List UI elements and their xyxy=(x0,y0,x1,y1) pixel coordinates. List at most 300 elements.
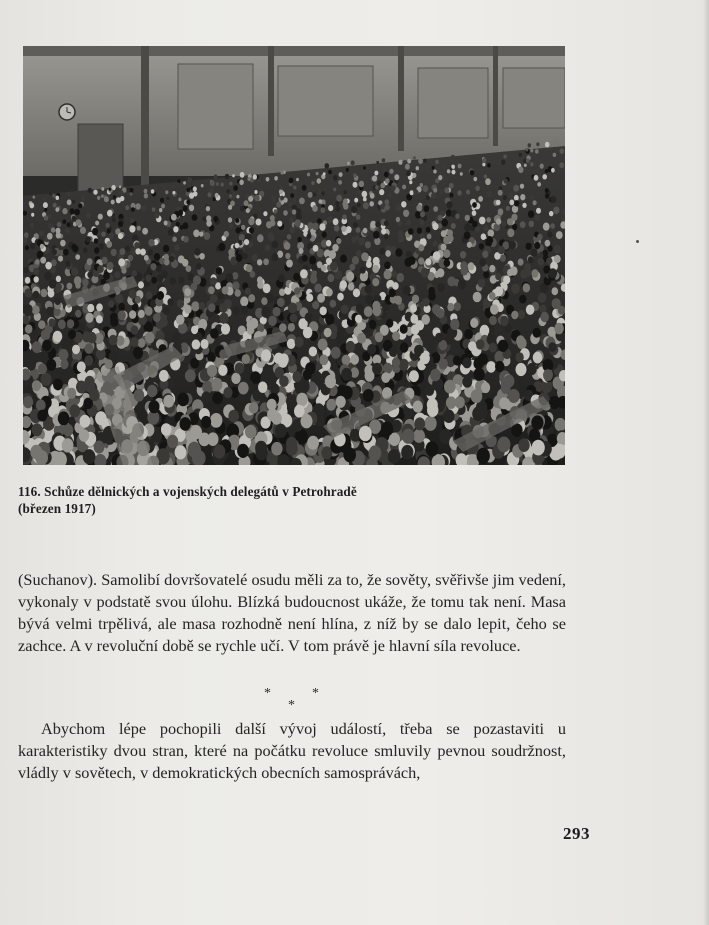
crowd-figure xyxy=(208,286,215,294)
crowd-figure xyxy=(460,261,467,270)
crowd-figure xyxy=(357,203,361,207)
crowd-figure xyxy=(60,240,66,247)
crowd-figure xyxy=(266,177,270,182)
crowd-figure xyxy=(416,166,419,170)
crowd-figure xyxy=(437,268,445,277)
crowd-figure xyxy=(498,208,504,215)
crowd-figure xyxy=(25,277,31,284)
crowd-figure xyxy=(481,382,490,393)
crowd-figure xyxy=(424,205,430,212)
crowd-figure xyxy=(435,160,439,164)
crowd-figure xyxy=(287,339,296,349)
crowd-figure xyxy=(356,214,361,220)
crowd-figure xyxy=(233,185,238,191)
crowd-figure xyxy=(327,216,333,223)
crowd-figure xyxy=(495,286,503,296)
crowd-figure xyxy=(138,338,146,347)
crowd-figure xyxy=(131,325,139,334)
crowd-figure xyxy=(464,232,471,240)
crowd-figure xyxy=(218,365,227,376)
crowd-figure xyxy=(508,193,513,199)
crowd-figure xyxy=(447,169,451,173)
crowd-figure xyxy=(198,319,207,330)
crowd-figure xyxy=(228,248,235,256)
crowd-figure xyxy=(190,425,202,439)
crowd-figure xyxy=(85,236,91,243)
crowd-figure xyxy=(342,214,346,219)
crowd-figure xyxy=(56,196,60,200)
crowd-figure xyxy=(369,445,382,460)
crowd-figure xyxy=(365,295,373,305)
crowd-figure xyxy=(97,265,104,273)
crowd-figure xyxy=(333,188,336,192)
crowd-figure xyxy=(39,231,44,237)
crowd-figure xyxy=(473,292,482,303)
crowd-figure xyxy=(228,410,239,423)
crowd-figure xyxy=(275,424,287,438)
crowd-figure xyxy=(338,180,342,185)
crowd-figure xyxy=(534,242,540,249)
crowd-figure xyxy=(451,165,455,169)
crowd-figure xyxy=(87,304,94,312)
crowd-figure xyxy=(213,216,218,222)
crowd-figure xyxy=(67,192,70,196)
crowd-figure xyxy=(235,218,239,223)
crowd-figure xyxy=(458,280,466,290)
crowd-figure xyxy=(472,210,477,216)
crowd-figure xyxy=(309,347,317,357)
crowd-figure xyxy=(187,177,192,182)
crowd-figure xyxy=(418,244,424,251)
crowd-figure xyxy=(420,352,430,364)
crowd-figure xyxy=(271,442,282,456)
crowd-figure xyxy=(24,288,32,297)
crowd-figure xyxy=(354,198,358,203)
crowd-figure xyxy=(200,339,208,349)
crowd-figure xyxy=(392,331,400,341)
crowd-figure xyxy=(317,293,325,302)
crowd-figure xyxy=(418,257,424,264)
crowd-figure xyxy=(346,272,354,282)
crowd-figure xyxy=(52,194,55,198)
crowd-figure xyxy=(81,196,85,201)
crowd-figure xyxy=(364,306,373,317)
crowd-figure xyxy=(210,188,215,194)
crowd-figure xyxy=(108,300,114,308)
crowd-figure xyxy=(177,179,180,183)
crowd-figure xyxy=(391,185,396,191)
crowd-figure xyxy=(189,205,194,212)
crowd-figure xyxy=(444,380,456,394)
crowd-figure xyxy=(70,208,75,214)
crowd-figure xyxy=(36,399,46,411)
crowd-figure xyxy=(72,244,77,250)
crowd-figure xyxy=(433,170,436,174)
crowd-figure xyxy=(318,339,328,351)
crowd-figure xyxy=(515,352,523,362)
crowd-figure xyxy=(409,180,412,184)
crowd-figure xyxy=(501,160,505,165)
crowd-figure xyxy=(201,416,211,428)
crowd-figure xyxy=(446,201,452,208)
crowd-figure xyxy=(454,302,461,311)
crowd-figure xyxy=(74,276,82,285)
crowd-figure xyxy=(409,370,419,382)
crowd-figure xyxy=(402,185,406,190)
crowd-figure xyxy=(438,283,445,292)
crowd-figure xyxy=(511,311,518,320)
crowd-figure xyxy=(551,168,555,173)
crowd-figure xyxy=(547,232,552,238)
crowd-figure xyxy=(52,249,57,255)
crowd-figure xyxy=(32,305,40,315)
crowd-figure xyxy=(95,221,99,226)
crowd-figure xyxy=(312,205,318,212)
crowd-figure xyxy=(49,192,52,195)
crowd-figure xyxy=(559,162,564,168)
crowd-figure xyxy=(325,375,336,388)
crowd-figure xyxy=(25,245,29,250)
crowd-figure xyxy=(507,229,514,238)
crowd-figure xyxy=(127,188,130,192)
crowd-figure xyxy=(309,256,316,265)
crowd-figure xyxy=(53,331,63,342)
crowd-figure xyxy=(410,314,418,323)
crowd-figure xyxy=(516,363,527,376)
crowd-figure xyxy=(426,195,430,200)
crowd-figure xyxy=(159,258,164,265)
crowd-figure xyxy=(545,188,549,193)
crowd-figure xyxy=(118,221,123,227)
crowd-figure xyxy=(397,273,405,282)
crowd-figure xyxy=(537,258,544,266)
crowd-figure xyxy=(48,214,52,219)
crowd-figure xyxy=(98,214,103,220)
crowd-figure xyxy=(351,236,356,242)
crowd-figure xyxy=(380,248,386,255)
crowd-figure xyxy=(479,259,486,267)
crowd-figure xyxy=(444,187,449,193)
crowd-figure xyxy=(184,305,191,314)
crowd-figure xyxy=(97,196,100,200)
crowd-figure xyxy=(216,182,219,186)
crowd-figure xyxy=(320,307,327,316)
crowd-figure xyxy=(199,232,203,237)
crowd-figure xyxy=(302,255,308,262)
crowd-figure xyxy=(380,183,385,189)
crowd-figure xyxy=(192,214,198,221)
crowd-figure xyxy=(401,201,406,207)
crowd-figure xyxy=(326,399,336,411)
crowd-figure xyxy=(349,264,355,271)
crowd-figure xyxy=(94,441,105,454)
crowd-figure xyxy=(75,310,82,318)
crowd-figure xyxy=(275,367,284,378)
crowd-figure xyxy=(252,254,258,261)
crowd-figure xyxy=(392,357,400,367)
crowd-figure xyxy=(470,318,478,328)
crowd-figure xyxy=(476,339,485,349)
crowd-figure xyxy=(113,195,116,199)
crowd-figure xyxy=(480,325,490,336)
crowd-figure xyxy=(249,318,258,329)
crowd-figure xyxy=(68,330,76,340)
crowd-figure xyxy=(210,294,218,303)
crowd-figure xyxy=(171,214,177,221)
crowd-figure xyxy=(169,256,174,262)
crowd-figure xyxy=(427,234,432,240)
crowd-figure xyxy=(486,361,496,373)
crowd-figure xyxy=(358,237,365,245)
crowd-figure xyxy=(280,170,284,174)
crowd-figure xyxy=(524,268,531,277)
crowd-figure xyxy=(384,234,389,240)
crowd-figure xyxy=(196,263,201,269)
crowd-figure xyxy=(166,197,169,201)
crowd-figure xyxy=(276,202,281,208)
crowd-figure xyxy=(531,415,543,430)
hall-cornice xyxy=(23,46,565,56)
crowd-figure xyxy=(372,301,380,311)
crowd-figure xyxy=(336,195,342,202)
crowd-figure xyxy=(63,249,69,256)
crowd-figure xyxy=(552,142,555,145)
crowd-figure xyxy=(170,277,176,285)
crowd-figure xyxy=(176,222,180,227)
crowd-figure xyxy=(519,295,526,304)
crowd-figure xyxy=(535,149,539,153)
crowd-figure xyxy=(362,191,368,198)
crowd-figure xyxy=(543,250,548,257)
crowd-figure xyxy=(381,422,393,437)
crowd-figure xyxy=(545,193,550,198)
crowd-figure xyxy=(191,301,199,311)
crowd-figure xyxy=(34,276,39,282)
crowd-figure xyxy=(380,204,385,210)
crowd-figure xyxy=(288,203,292,207)
crowd-figure xyxy=(222,286,229,294)
crowd-figure xyxy=(51,266,57,273)
crowd-figure xyxy=(210,413,222,428)
crowd-figure xyxy=(218,243,225,251)
crowd-figure xyxy=(465,215,470,221)
crowd-figure xyxy=(242,354,250,364)
crowd-figure xyxy=(111,200,115,205)
crowd-figure xyxy=(241,225,245,230)
crowd-figure xyxy=(519,153,522,157)
crowd-figure xyxy=(403,285,411,295)
crowd-figure xyxy=(373,231,380,239)
crowd-figure xyxy=(249,227,254,233)
crowd-figure xyxy=(178,210,183,216)
crowd-figure xyxy=(317,218,322,223)
crowd-figure xyxy=(384,220,389,226)
crowd-figure xyxy=(257,281,263,289)
crowd-figure xyxy=(420,211,425,217)
crowd-figure xyxy=(442,164,446,169)
crowd-figure xyxy=(532,269,539,278)
crowd-figure xyxy=(221,323,230,334)
crowd-figure xyxy=(526,148,529,151)
crowd-figure xyxy=(479,243,484,249)
crowd-figure xyxy=(353,173,356,177)
crowd-figure xyxy=(321,191,324,195)
crowd-figure xyxy=(421,314,430,324)
crowd-figure xyxy=(405,164,410,170)
crowd-figure xyxy=(472,202,477,208)
crowd-figure xyxy=(285,253,290,259)
crowd-figure xyxy=(232,192,237,198)
crowd-figure xyxy=(67,223,71,227)
crowd-figure xyxy=(49,279,57,288)
crowd-figure xyxy=(336,335,344,345)
crowd-figure xyxy=(265,244,270,251)
crowd-figure xyxy=(216,267,222,275)
crowd-figure xyxy=(56,228,61,234)
crowd-figure xyxy=(228,205,232,210)
crowd-figure xyxy=(99,243,104,250)
crowd-figure xyxy=(457,190,461,195)
crowd-figure xyxy=(529,221,535,228)
crowd-figure xyxy=(428,287,435,295)
crowd-figure xyxy=(24,307,32,316)
crowd-figure xyxy=(48,318,55,327)
crowd-figure xyxy=(62,208,67,214)
crowd-figure xyxy=(25,324,33,333)
crowd-figure xyxy=(453,356,461,366)
crowd-figure xyxy=(206,215,211,221)
crowd-figure xyxy=(71,267,78,276)
crowd-figure xyxy=(353,182,358,188)
crowd-figure xyxy=(351,160,355,165)
crowd-figure xyxy=(403,210,409,217)
crowd-figure xyxy=(311,181,314,185)
crowd-figure xyxy=(157,291,165,300)
crowd-figure xyxy=(439,190,443,195)
crowd-figure xyxy=(423,185,429,192)
crowd-figure xyxy=(235,289,241,297)
crowd-figure xyxy=(261,307,270,318)
crowd-figure xyxy=(369,320,377,329)
crowd-figure xyxy=(40,244,44,249)
crowd-figure xyxy=(322,232,327,238)
crowd-figure xyxy=(118,310,126,320)
crowd-figure xyxy=(340,280,347,289)
crowd-figure xyxy=(180,417,191,431)
crowd-figure xyxy=(462,376,472,388)
crowd-figure xyxy=(468,341,476,351)
crowd-figure xyxy=(263,284,271,294)
crowd-figure xyxy=(161,204,165,209)
crowd-figure xyxy=(135,248,140,254)
crowd-figure xyxy=(240,296,248,306)
crowd-figure xyxy=(226,189,230,193)
crowd-figure xyxy=(404,258,412,267)
crowd-figure xyxy=(129,289,137,298)
crowd-figure xyxy=(104,196,109,202)
crowd-figure xyxy=(146,291,153,299)
crowd-figure xyxy=(67,199,72,205)
crowd-figure xyxy=(144,189,148,194)
crowd-figure xyxy=(396,204,402,211)
crowd-figure xyxy=(244,200,249,206)
crowd-figure xyxy=(284,242,291,250)
crowd-figure xyxy=(129,310,136,319)
crowd-figure xyxy=(279,289,285,296)
crowd-figure xyxy=(23,396,33,408)
crowd-figure xyxy=(543,223,550,231)
crowd-figure xyxy=(443,236,450,245)
crowd-figure xyxy=(46,307,54,316)
crowd-figure xyxy=(478,196,483,202)
crowd-figure xyxy=(114,271,120,278)
crowd-figure xyxy=(248,196,253,202)
crowd-figure xyxy=(500,254,506,261)
crowd-figure xyxy=(133,347,143,359)
crowd-figure xyxy=(418,158,423,164)
crowd-figure xyxy=(192,339,201,349)
crowd-figure xyxy=(177,393,189,407)
crowd-figure xyxy=(221,183,224,187)
crowd-figure xyxy=(384,199,389,205)
crowd-figure xyxy=(88,188,93,193)
crowd-figure xyxy=(478,353,488,365)
crowd-figure xyxy=(208,303,215,312)
crowd-figure xyxy=(442,219,448,227)
crowd-figure xyxy=(38,364,47,375)
crowd-figure xyxy=(346,168,349,172)
crowd-figure xyxy=(545,142,550,148)
crowd-figure xyxy=(321,265,327,272)
print-speck xyxy=(636,240,639,243)
crowd-figure xyxy=(27,359,36,370)
crowd-figure xyxy=(432,166,435,170)
crowd-figure xyxy=(188,442,201,458)
crowd-figure xyxy=(29,203,34,209)
crowd-figure xyxy=(40,257,46,264)
crowd-figure xyxy=(391,270,397,277)
crowd-figure xyxy=(76,219,82,226)
crowd-figure xyxy=(489,265,495,272)
crowd-figure xyxy=(248,294,255,302)
crowd-figure xyxy=(299,198,305,205)
crowd-figure xyxy=(425,384,435,396)
crowd-figure xyxy=(474,177,478,181)
crowd-figure xyxy=(533,352,543,364)
crowd-figure xyxy=(172,237,177,242)
crowd-figure xyxy=(549,268,557,278)
crowd-figure xyxy=(316,172,319,176)
crowd-figure xyxy=(537,182,541,187)
crowd-figure xyxy=(246,264,253,272)
crowd-figure xyxy=(103,272,110,280)
crowd-figure xyxy=(62,438,74,452)
crowd-figure xyxy=(536,142,539,146)
crowd-figure xyxy=(215,193,219,198)
crowd-figure xyxy=(141,205,146,211)
crowd-figure xyxy=(76,381,87,394)
crowd-figure xyxy=(451,223,456,229)
crowd-figure xyxy=(528,210,534,218)
crowd-figure xyxy=(207,432,218,446)
crowd-figure xyxy=(194,248,200,256)
crowd-figure xyxy=(256,219,262,226)
crowd-figure xyxy=(107,210,113,217)
crowd-figure xyxy=(268,316,277,326)
crowd-figure xyxy=(177,299,184,308)
crowd-figure xyxy=(328,205,333,211)
crowd-figure xyxy=(224,299,232,309)
